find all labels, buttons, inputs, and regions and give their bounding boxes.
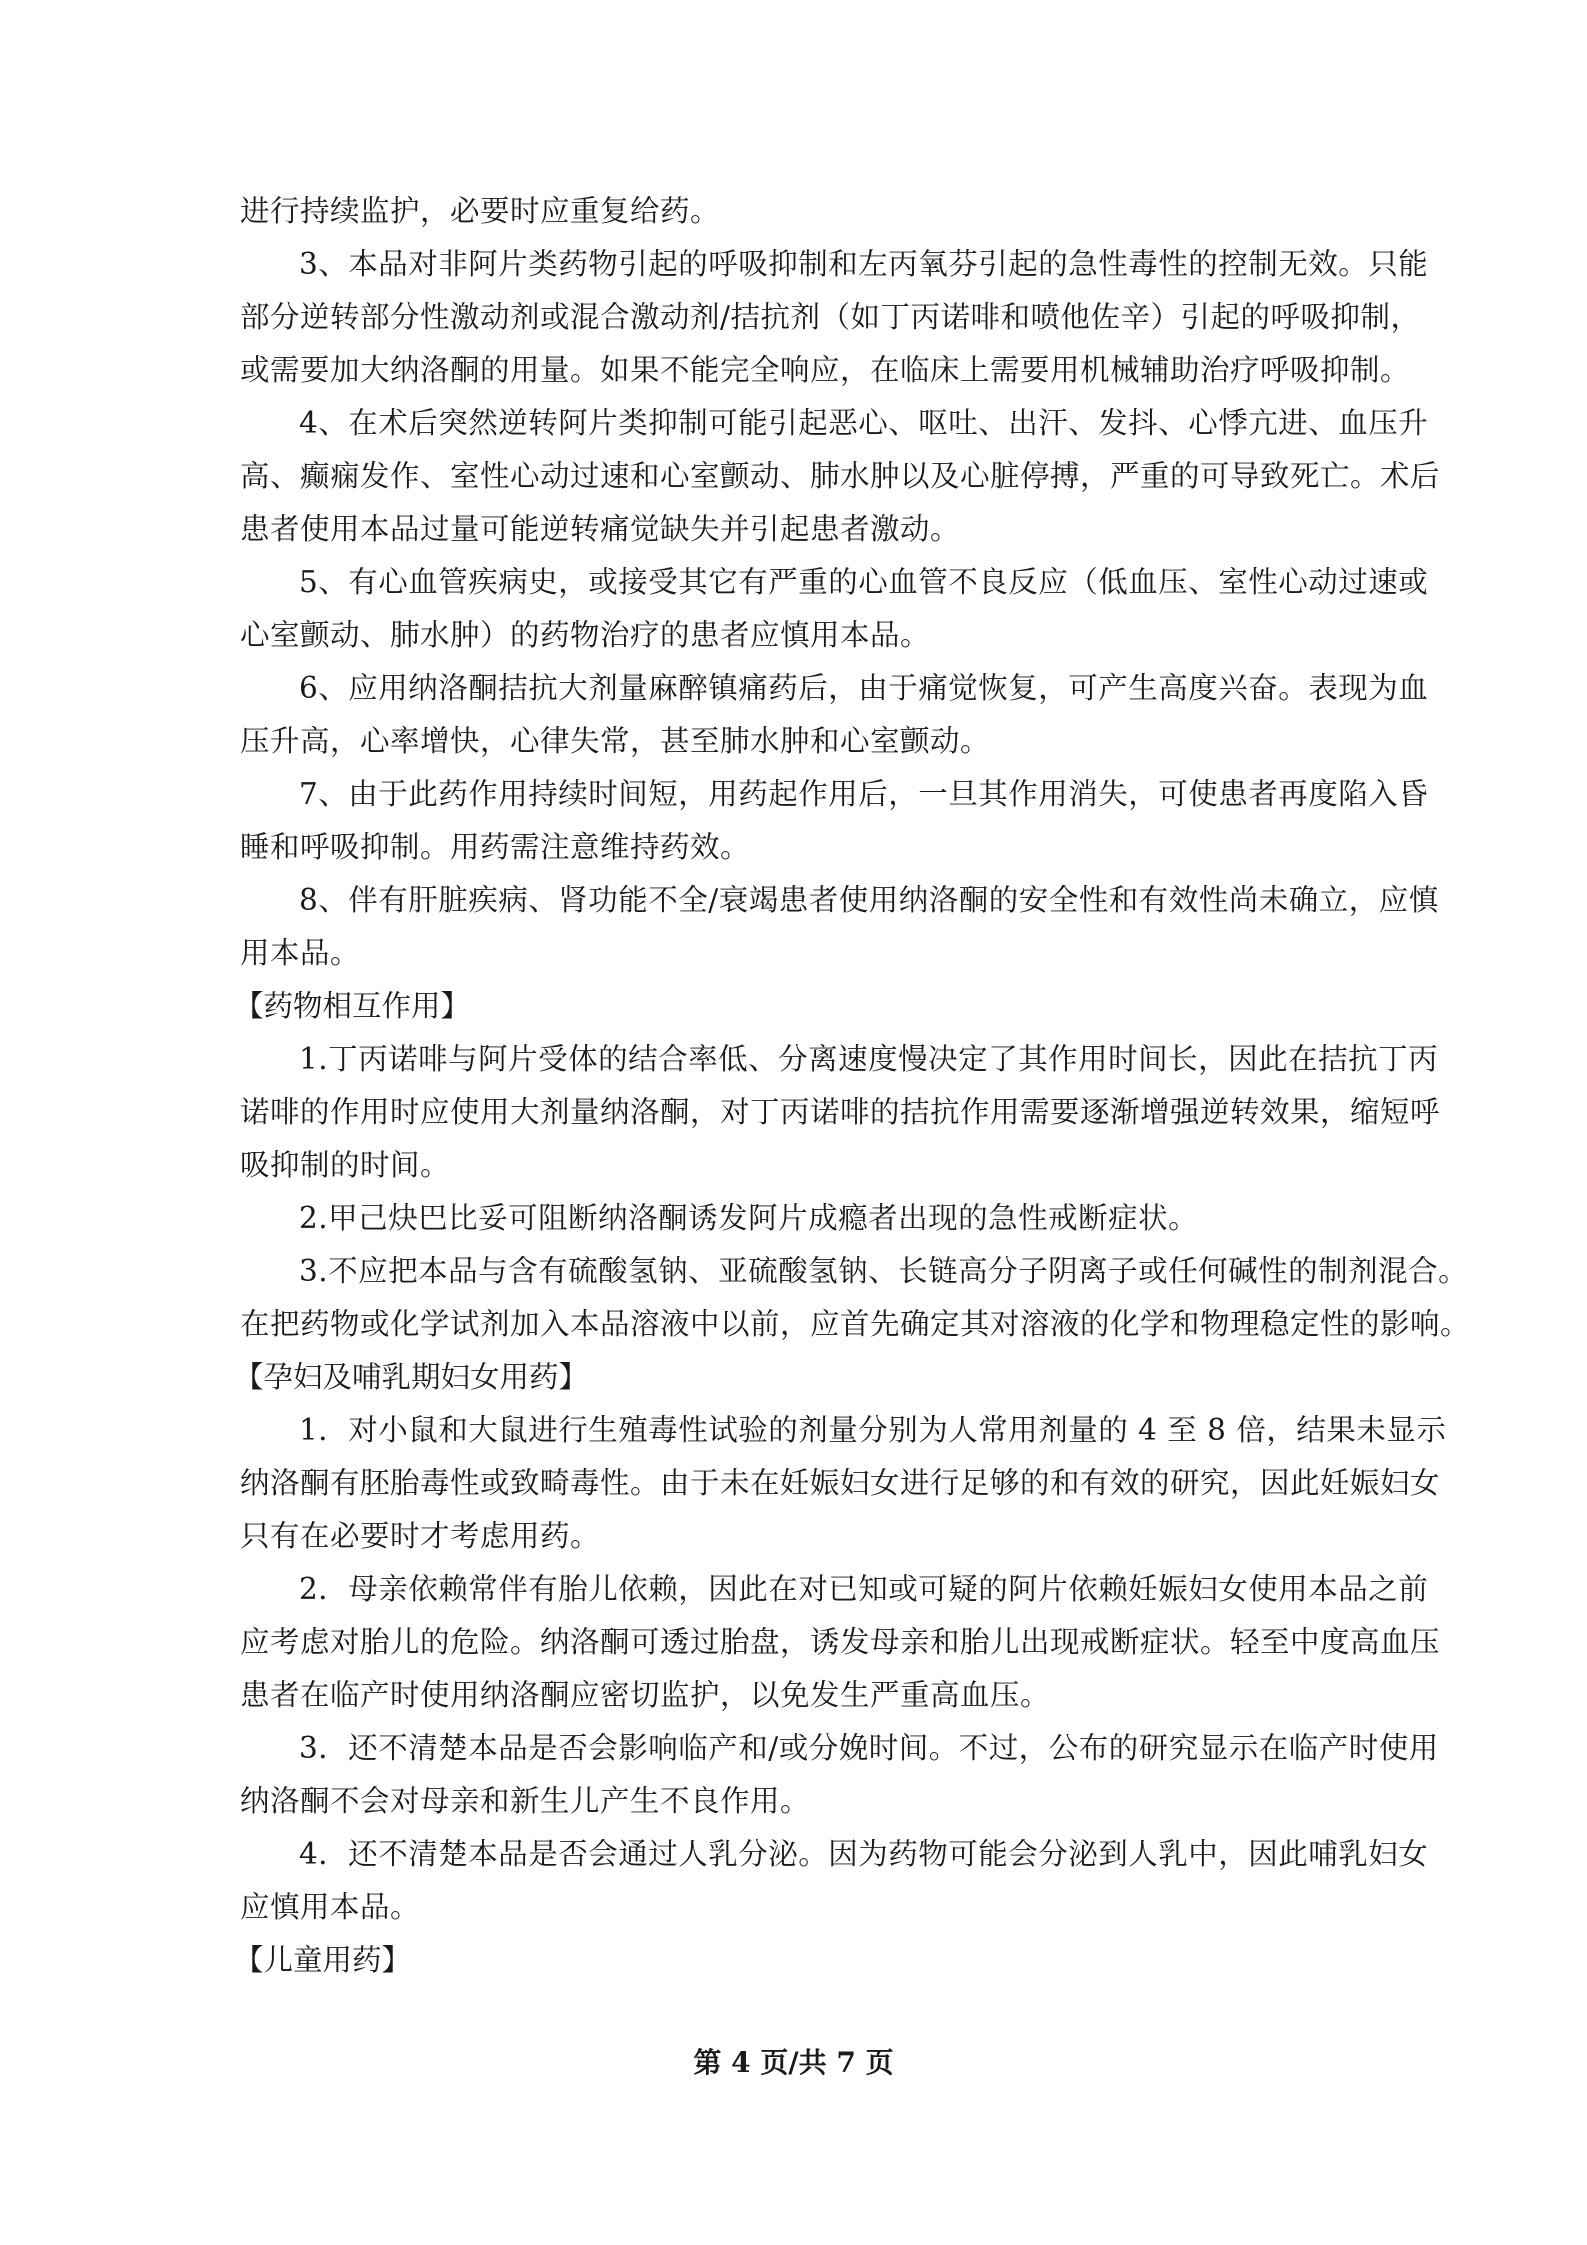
text-line: 患者在临产时使用纳洛酮应密切监护，以免发生严重高血压。 xyxy=(240,1678,1051,1712)
section-heading-pediatric: 【儿童用药】 xyxy=(234,1943,412,1977)
section-heading-interactions: 【药物相互作用】 xyxy=(234,989,471,1023)
text-line: 吸抑制的时间。 xyxy=(240,1148,451,1182)
interaction-item-2: 2.甲己炔巴比妥可阻断纳洛酮诱发阿片成瘾者出现的急性戒断症状。 xyxy=(299,1201,1199,1235)
list-item-3: 3、本品对非阿片类药物引起的呼吸抑制和左丙氧芬引起的急性毒性的控制无效。只能 xyxy=(299,247,1429,281)
text-line: 部分逆转部分性激动剂或混合激动剂/拮抗剂（如丁丙诺啡和喷他佐辛）引起的呼吸抑制， xyxy=(240,300,1421,334)
interaction-item-1: 1.丁丙诺啡与阿片受体的结合率低、分离速度慢决定了其作用时间长，因此在拮抗丁丙 xyxy=(299,1042,1439,1076)
text-line: 只有在必要时才考虑用药。 xyxy=(240,1519,601,1553)
text-line: 患者使用本品过量可能逆转痛觉缺失并引起患者激动。 xyxy=(240,512,961,546)
pregnancy-item-2: 2．母亲依赖常伴有胎儿依赖，因此在对已知或可疑的阿片依赖妊娠妇女使用本品之前 xyxy=(299,1572,1429,1606)
text-line: 进行持续监护，必要时应重复给药。 xyxy=(240,194,721,228)
interaction-item-3: 3.不应把本品与含有硫酸氢钠、亚硫酸氢钠、长链高分子阴离子或任何碱性的制剂混合。 xyxy=(299,1254,1469,1288)
text-line: 睡和呼吸抑制。用药需注意维持药效。 xyxy=(240,830,751,864)
document-body xyxy=(234,185,1471,1987)
list-item-5: 5、有心血管疾病史，或接受其它有严重的心血管不良反应（低血压、室性心动过速或 xyxy=(299,565,1429,599)
text-line: 或需要加大纳洛酮的用量。如果不能完全响应，在临床上需要用机械辅助治疗呼吸抑制。 xyxy=(240,353,1411,387)
section-heading-pregnancy: 【孕妇及哺乳期妇女用药】 xyxy=(234,1360,589,1394)
text-line: 在把药物或化学试剂加入本品溶液中以前，应首先确定其对溶液的化学和物理稳定性的影响。 xyxy=(240,1307,1471,1341)
pregnancy-item-4: 4．还不清楚本品是否会通过人乳分泌。因为药物可能会分泌到人乳中，因此哺乳妇女 xyxy=(299,1837,1429,1871)
text-line: 应慎用本品。 xyxy=(240,1890,421,1924)
list-item-6: 6、应用纳洛酮拮抗大剂量麻醉镇痛药后，由于痛觉恢复，可产生高度兴奋。表现为血 xyxy=(299,671,1429,705)
text-line: 诺啡的作用时应使用大剂量纳洛酮，对丁丙诺啡的拮抗作用需要逐渐增强逆转效果，缩短呼 xyxy=(240,1095,1441,1129)
page-number: 第 4 页/共 7 页 xyxy=(693,2046,894,2079)
pregnancy-item-3: 3．还不清楚本品是否会影响临产和/或分娩时间。不过，公布的研究显示在临产时使用 xyxy=(299,1731,1439,1765)
list-item-7: 7、由于此药作用持续时间短，用药起作用后，一旦其作用消失，可使患者再度陷入昏 xyxy=(299,777,1429,811)
text-line: 心室颤动、肺水肿）的药物治疗的患者应慎用本品。 xyxy=(240,618,931,652)
pregnancy-item-1: 1．对小鼠和大鼠进行生殖毒性试验的剂量分别为人常用剂量的 4 至 8 倍，结果未显示 xyxy=(299,1413,1447,1447)
list-item-4: 4、在术后突然逆转阿片类抑制可能引起恶心、呕吐、出汗、发抖、心悸亢进、血压升 xyxy=(299,406,1429,440)
text-line: 用本品。 xyxy=(240,936,361,970)
list-item-8: 8、伴有肝脏疾病、肾功能不全/衰竭患者使用纳洛酮的安全性和有效性尚未确立，应慎 xyxy=(299,883,1439,917)
text-line: 压升高，心率增快，心律失常，甚至肺水肿和心室颤动。 xyxy=(240,724,991,758)
text-line: 纳洛酮有胚胎毒性或致畸毒性。由于未在妊娠妇女进行足够的和有效的研究，因此妊娠妇女 xyxy=(240,1466,1441,1500)
text-line: 高、癫痫发作、室性心动过速和心室颤动、肺水肿以及心脏停搏，严重的可导致死亡。术后 xyxy=(240,459,1441,493)
text-line: 纳洛酮不会对母亲和新生儿产生不良作用。 xyxy=(240,1784,811,1818)
text-line: 应考虑对胎儿的危险。纳洛酮可透过胎盘，诱发母亲和胎儿出现戒断症状。轻至中度高血压 xyxy=(240,1625,1441,1659)
